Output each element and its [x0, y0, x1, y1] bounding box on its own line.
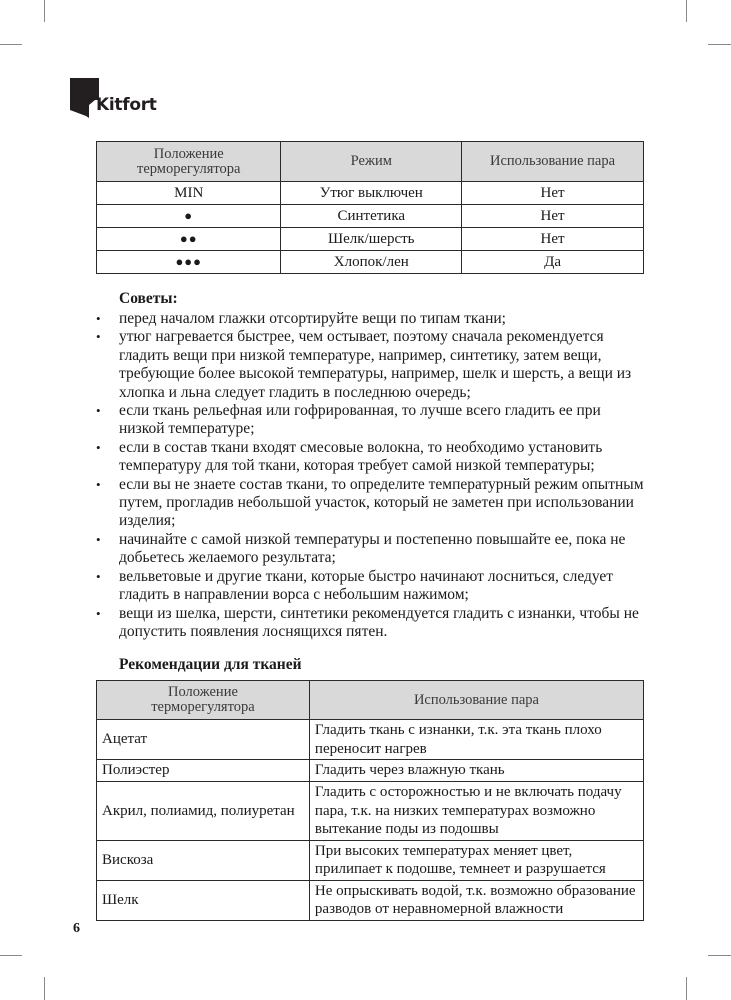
bullet-icon: • [96, 311, 101, 326]
table-row [97, 251, 644, 274]
tip-item: • вещи из шелка, шерсти, синтетики рекомендуется гладить с изнанки, чтобы не допустить появления лоснящихся пятен. [96, 604, 639, 640]
cell-fabric: Акрил, полиамид, полиуретан [97, 782, 310, 841]
cell-steam: Да [462, 251, 644, 274]
cell-position: ● [97, 205, 281, 228]
bullet-icon: • [96, 439, 101, 455]
tip-item: • перед началом глажки отсортируйте вещи по типам ткани; [96, 310, 506, 327]
cell-advice: Гладить с осторожностью и не включать подачу пара, т.к. на низких температурах возможно вытекание поды из подошвы [309, 782, 643, 841]
cell-steam: Нет [462, 205, 644, 228]
table-header-row [97, 142, 644, 182]
cell-steam: Нет [462, 228, 644, 251]
table-row [97, 760, 644, 782]
table-row [97, 720, 644, 760]
bullet-icon: • [96, 531, 101, 547]
fabric-recommendations-heading: Рекомендации для тканей [119, 656, 302, 673]
bullet-icon: • [96, 568, 101, 584]
table-row [97, 205, 644, 228]
table-row [97, 182, 644, 205]
cell-mode: Утюг выключен [281, 182, 462, 205]
cell-mode: Шелк/шерсть [281, 228, 462, 251]
header-mode: Режим [281, 142, 462, 182]
crop-mark-br-v [686, 977, 687, 1000]
table-row [97, 880, 644, 920]
cell-mode: Хлопок/лен [281, 251, 462, 274]
bullet-icon: • [96, 403, 101, 419]
cell-advice: При высоких температурах меняет цвет, прилипает к подошве, темнеет и разрушается [309, 840, 643, 880]
table-row [97, 228, 644, 251]
header-thermostat-position: Положение терморегулятора [97, 681, 310, 720]
crop-mark-tr-h [708, 44, 731, 45]
tip-item: • утюг нагревается быстрее, чем остывает, поэтому сначала рекомендуется гладить вещи при низкой температуре, например, синтетику, затем вещи, требующие более высокой температуры, например, шелк и шерсть, а вещи из хлопка и льна следует гладить в последнюю очередь; [96, 328, 632, 401]
tip-item: • если в состав ткани входят смесовые волокна, то необходимо установить температуру для той ткани, которая требует самой низкой температуры; [96, 438, 603, 475]
cell-steam: Нет [462, 182, 644, 205]
header-steam-usage: Использование пара [462, 142, 644, 182]
crop-mark-bl-v [44, 977, 45, 1000]
fabric-recommendations-table [96, 680, 644, 921]
tip-item: • вельветовые и другие ткани, которые быстро начинают лосниться, следует гладить в направлении ворса с небольшим нажимом; [96, 567, 614, 604]
cell-fabric: Вискоза [97, 840, 310, 880]
crop-mark-bl-h [0, 955, 22, 956]
page-number: 6 [73, 921, 80, 936]
mode-table [96, 141, 644, 274]
cell-position: MIN [97, 182, 281, 205]
table-row [97, 840, 644, 880]
bullet-icon: • [96, 476, 101, 492]
tip-item: • если ткань рельефная или гофрированная, то лучше всего гладить ее при низкой температуре; [96, 402, 601, 438]
header-steam-usage: Использование пара [309, 681, 643, 720]
table-row [97, 782, 644, 841]
tips-heading: Советы: [119, 290, 178, 307]
brand-name: Kitfort [96, 95, 157, 115]
crop-mark-tr-v [686, 0, 687, 22]
tip-item: • если вы не знаете состав ткани, то определите температурный режим опытным путем, прогладив небольшой участок, который не заметен при использовании изделия; [96, 475, 644, 530]
cell-position: ●● [97, 228, 281, 251]
cell-fabric: Ацетат [97, 720, 310, 760]
cell-mode: Синтетика [281, 205, 462, 228]
tips-list [96, 310, 644, 641]
cell-advice: Гладить ткань с изнанки, т.к. эта ткань плохо переносит нагрев [309, 720, 643, 760]
cell-advice: Не опрыскивать водой, т.к. возможно образование разводов от неравномерной влажности [309, 880, 643, 920]
header-thermostat-position: Положение терморегулятора [97, 142, 281, 182]
bullet-icon: • [96, 605, 101, 621]
table-header-row [97, 681, 644, 720]
cell-advice: Гладить через влажную ткань [309, 760, 643, 782]
cell-fabric: Полиэстер [97, 760, 310, 782]
crop-mark-tl-h [0, 44, 22, 45]
cell-position: ●●● [97, 251, 281, 274]
cell-fabric: Шелк [97, 880, 310, 920]
crop-mark-br-h [708, 955, 731, 956]
bullet-icon: • [96, 329, 101, 345]
crop-mark-tl-v [44, 0, 45, 22]
tip-item: • начинайте с самой низкой температуры и постепенно повышайте ее, пока не добьетесь желаемого результата; [96, 530, 626, 567]
